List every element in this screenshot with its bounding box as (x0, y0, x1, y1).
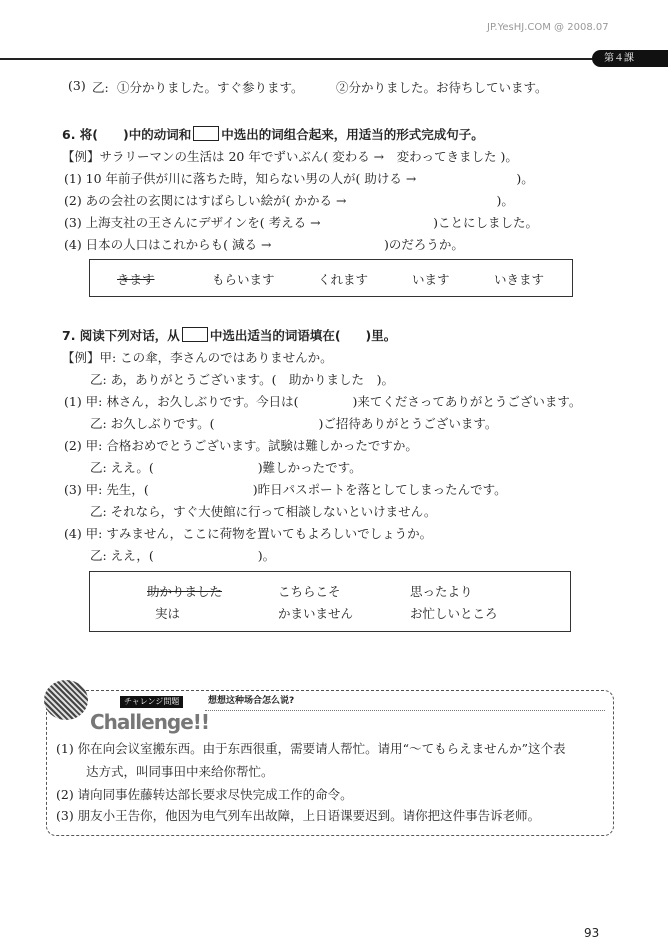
challenge-tag: チャレンジ問題 (120, 696, 183, 708)
dialogue-line: 乙: ええ，( )。 (90, 548, 276, 563)
dialogue-line: (1) 甲: 林さん，お久しぶりです。今日は( )来てくださってありがとうございます。 (64, 394, 582, 409)
dotted-divider (205, 710, 605, 711)
blank-box-icon (182, 327, 208, 342)
prev-item-num: (3) (68, 78, 86, 93)
choice: かまいません (278, 606, 354, 621)
dialogue-line: 乙: それなら，すぐ大使館に行って相談しないといけません。 (90, 504, 437, 519)
exercise-6-item: (3) 上海支社の王さんにデザインを( 考える → )ことにしました。 (64, 215, 538, 230)
challenge-item-cont: 达方式，叫同事田中来给你帮忙。 (86, 764, 274, 779)
challenge-prompt: 想想这种场合怎么说? (208, 696, 295, 706)
exercise-6-item: (1) 10 年前子供が川に落ちた時，知らない男の人が( 助ける → )。 (64, 171, 534, 186)
dialogue-line: 乙: あ，ありがとうございます。( 助かりました )。 (90, 372, 394, 387)
dialogue-line: 乙: お久しぶりです。( )ご招待ありがとうございます。 (90, 416, 498, 431)
challenge-item: (3) 朋友小王告你，他因为电气列车出故障，上日语课要迟到。请你把这件事告诉老师。 (56, 808, 541, 823)
prev-item-option-2: ②分かりました。お待ちしています。 (336, 80, 548, 95)
choice: もらいます (212, 272, 275, 287)
prev-item-option-1: ①分かりました。すぐ参ります。 (117, 80, 304, 95)
header-rule (0, 58, 600, 60)
dialogue-line: (2) 甲: 合格おめでとうございます。試験は難しかったですか。 (64, 438, 418, 453)
choice-used: 助かりました (147, 584, 223, 599)
choice: 思ったより (410, 584, 473, 599)
choice: こちらこそ (278, 584, 341, 599)
exercise-7-choice-box (89, 571, 571, 632)
dialogue-line: (4) 甲: すみません，ここに荷物を置いてもよろしいでしょうか。 (64, 526, 433, 541)
choice-used: きます (117, 272, 155, 287)
choice: いきます (494, 272, 545, 287)
challenge-item: (2) 请向同事佐藤转达部长要求尽快完成工作的命令。 (56, 787, 353, 802)
prev-item-speaker: 乙: (92, 80, 109, 95)
challenge-item: (1) 你在向会议室搬东西。由于东西很重，需要请人帮忙。请用“～てもらえませんか”这个表 (56, 741, 566, 756)
dialogue-line: 乙: ええ。( )難しかったです。 (90, 460, 362, 475)
lesson-tab: 第４課 (592, 50, 668, 67)
choice: くれます (318, 272, 369, 287)
dialogue-line: 【例】甲: この傘，李さんのではありませんか。 (62, 350, 333, 365)
challenge-logo: Challenge!! (90, 710, 210, 734)
exercise-6-title: 6. 将( )中的动词和 中选出的词组合起来，用适当的形式完成句子。 (62, 127, 484, 142)
dialogue-line: (3) 甲: 先生，( )昨日パスポートを落としてしまったんです。 (64, 482, 507, 497)
exercise-6-item: (2) あの会社の玄関にはすばらしい絵が( かかる → )。 (64, 193, 514, 208)
speech-bubble-icon (44, 680, 88, 720)
choice: お忙しいところ (410, 606, 498, 621)
exercise-6-example: 【例】サラリーマンの生活は 20 年でずいぶん( 変わる → 変わってきました )。 (62, 149, 518, 164)
blank-box-icon (193, 126, 219, 141)
exercise-7-title: 7. 阅读下列对话，从 中选出适当的词语填在( )里。 (62, 328, 397, 343)
watermark: JP.YesHJ.COM @ 2008.07 (487, 22, 609, 33)
page-number: 93 (584, 926, 600, 940)
choice: 実は (155, 606, 181, 621)
exercise-6-item: (4) 日本の人口はこれからも( 減る → )のだろうか。 (64, 237, 464, 252)
choice: います (412, 272, 450, 287)
